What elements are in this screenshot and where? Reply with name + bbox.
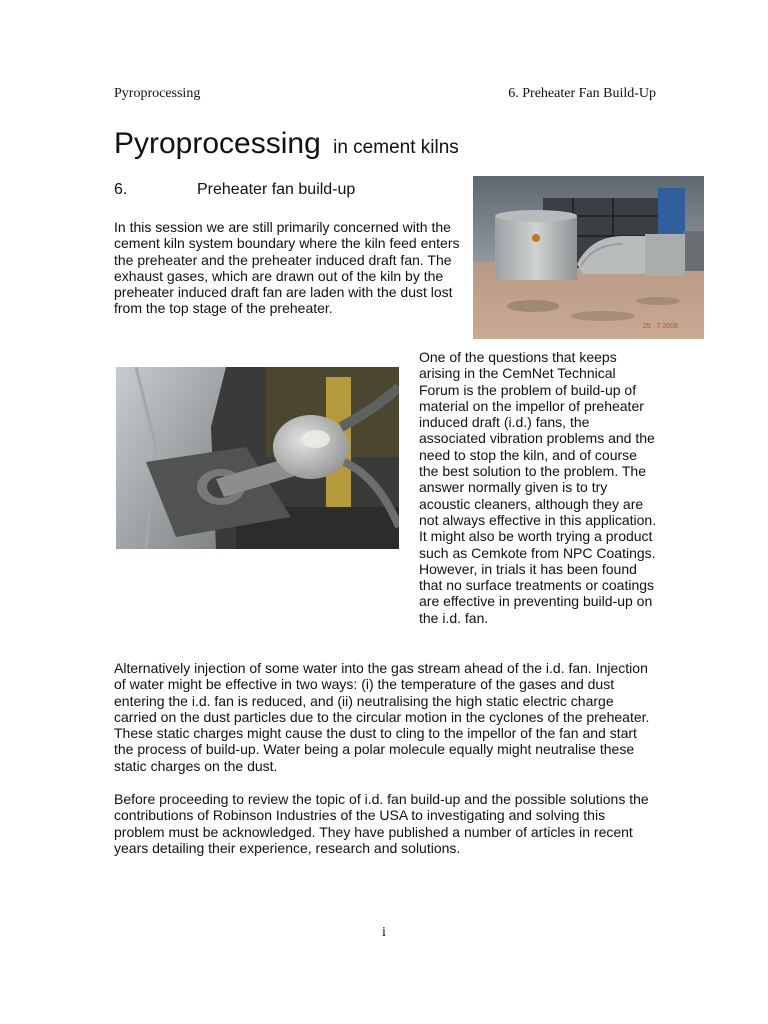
section-heading: Preheater fan build-up <box>197 181 356 198</box>
paragraph-robinson: Before proceeding to review the topic of i.d. fan build-up and the possible solutions the contributions of Robinson Industries of the USA to investigating and solving this problem must be acknowledged. They have published a number of articles in recent years detailing their experience, research and solutions. <box>114 791 649 856</box>
running-header-left: Pyroprocessing <box>114 86 201 101</box>
paragraph-forum-question: One of the questions that keeps arising in the CemNet Technical Forum is the problem of build-up of material on the impellor of preheater induced draft (i.d.) fans, the associated vibration problems and the need to stop the kiln, and of course the best solution to the problem. The answer normally given is to try acoustic cleaners, although they are not always effective in this application. It might also be worth trying a product such as Cemkote from NPC Coatings. However, in trials it has been found that no surface treatments or coatings are effective in preventing build-up on the i.d. fan. <box>419 349 657 626</box>
photo-fan-plant <box>473 176 704 339</box>
section-number: 6. <box>114 181 128 198</box>
photo-acoustic-cleaner <box>116 367 399 549</box>
photo-date-stamp: 25 . 7 2008 <box>643 323 679 330</box>
page-title <box>114 127 459 161</box>
page-title-sub: in cement kilns <box>333 137 459 158</box>
paragraph-water-injection: Alternatively injection of some water into the gas stream ahead of the i.d. fan. Injection of water might be effective in two ways: (i) the temperature of the gases and dust entering the i.d. fan is reduced, and (ii) neutralising the high static electric charge carried on the dust particles due to the circular motion in the cyclones of the preheater. These static charges might cause the dust to cling to the impellor of the fan and start the process of build-up. Water being a polar molecule equally might neutralise these static charges on the dust. <box>114 660 650 774</box>
paragraph-intro: In this session we are still primarily concerned with the cement kiln system boundary where the kiln feed enters the preheater and the preheater induced draft fan. The exhaust gases, which are drawn out of the kiln by the preheater induced draft fan are laden with the dust lost from the top stage of the preheater. <box>114 219 460 317</box>
page-title-main: Pyroprocessing <box>114 127 321 160</box>
page-number: i <box>382 925 386 940</box>
running-header-right: 6. Preheater Fan Build-Up <box>508 86 656 101</box>
